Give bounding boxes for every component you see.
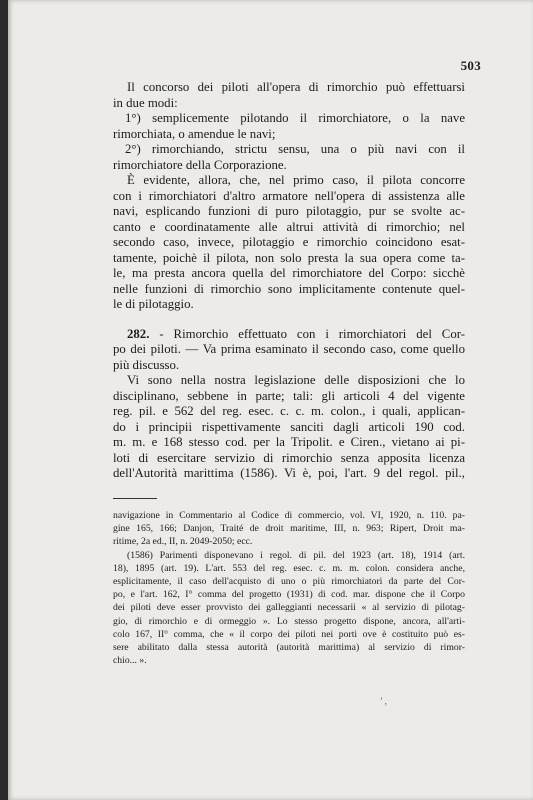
- text-line: do i principii rispettivamente sanciti dagli articoli 190 cod.: [113, 419, 465, 434]
- text-line: 2°) rimorchiando, strictu sensu, una o più navi con il: [125, 142, 465, 156]
- footnote-line: colo 167, II° comma, che « il corpo dei piloti nei porti ove è costituito può es-: [113, 628, 465, 640]
- text-line: le di pilotaggio.: [113, 297, 194, 311]
- paragraph-legislazione: [113, 373, 465, 482]
- footnotes: [113, 509, 465, 667]
- text-line: secondo caso, invece, pilotaggio e rimorchio coincidono esat-: [113, 235, 465, 249]
- footnote-1586: [113, 549, 465, 668]
- text-line: rimorchiata, o amendue le navi;: [113, 126, 276, 141]
- book-page: [8, 0, 533, 800]
- footnote-line: esplicitamente, il caso dell'acquisto di uno o più rimorchiatori da parte del Cor-: [113, 576, 465, 588]
- ink-speck: ’ ,: [380, 696, 387, 706]
- section-number: 282.: [127, 326, 150, 341]
- text-line: m. m. e 168 stesso cod. per la Tripolit. e Ciren., vietano ai pi-: [113, 435, 465, 449]
- section-heading-text: - Rimorchio effettuato con i rimorchiatori del Cor-: [159, 326, 465, 341]
- text-line: nelle funzioni di rimorchio sono implicitamente contenute quel-: [113, 281, 465, 296]
- text-line: in due modi:: [113, 95, 178, 110]
- text-line: le, ma presta ancora quella del rimorchiatore del Corpo: sicchè: [113, 266, 465, 280]
- footnote-divider: [113, 498, 157, 499]
- text-line: navi, esplicando funzioni di puro pilotaggio, pur se svolte ac-: [113, 204, 465, 218]
- footnote-line: (1586) Parimenti disponevano i regol. di pil. del 1923 (art. 18), 1914 (art.: [127, 549, 465, 561]
- footnote-line: dei piloti deve esser provvisto dei galleggianti necessarii « al servizio di pilotag-: [113, 602, 465, 614]
- footnote-line: po, e l'art. 162, I° comma del progetto (1931) di cod. mar. dispone che il Corpo: [113, 589, 465, 601]
- text-line: Vi sono nella nostra legislazione delle disposizioni che lo: [127, 373, 465, 387]
- footnote-continuation: [113, 509, 465, 549]
- text-line: È evidente, allora, che, nel primo caso, il pilota concorre: [127, 173, 465, 187]
- paragraph-case-1: [113, 111, 465, 142]
- footnote-line: navigazione in Commentario al Codice di commercio, vol. VI, 1920, n. 110. pa-: [113, 510, 465, 521]
- footnote-line: 18), 1895 (art. 19). L'art. 553 del reg. esec. c. m. m. colon. considera anche,: [113, 562, 465, 574]
- text-line: disciplinano, sebbene in parte; tali: gli articoli 4 del vigente: [113, 388, 465, 403]
- text-line: po dei piloti. — Va prima esaminato il secondo caso, come quello: [113, 342, 465, 356]
- paragraph-evidente: [113, 173, 465, 313]
- paragraph-intro: [113, 80, 465, 111]
- page-number: 503: [460, 58, 481, 73]
- body-text: [113, 80, 465, 482]
- footnote-line: gio, di rimorchio e di ormeggio ». Lo stesso progetto dispone, ancora, all'arti-: [113, 615, 465, 627]
- text-line: tamente, poichè il pilota, non solo presta la sua opera come ta-: [113, 250, 465, 265]
- text-line: con i rimorchiatori d'altro armatore nell'opera di assistenza alle: [113, 188, 465, 203]
- section-gap: [113, 313, 465, 327]
- paragraph-case-2: [113, 142, 465, 173]
- section-282: [113, 327, 465, 374]
- footnote-line: ritime, 2a ed., II, n. 2049-2050; ecc.: [113, 536, 253, 548]
- section-heading-line: [113, 327, 465, 343]
- footnote-line: sere abilitato dalla stessa autorità (autorità marittima) al servizio di rimor-: [113, 642, 465, 654]
- footnote-line: gine 165, 166; Danjon, Traité de droit maritime, III, n. 963; Ripert, Droit ma-: [113, 523, 465, 535]
- footnote-line: chio... ».: [113, 655, 147, 667]
- text-line: loti di esercitare servizio di rimorchio senza apposita licenza: [113, 450, 465, 465]
- text-line: canto e coordinatamente alle altrui attività di rimorchio; nel: [113, 219, 465, 234]
- text-line: più discusso.: [113, 357, 180, 372]
- text-line: dell'Autorità marittima (1586). Vi è, poi, l'art. 9 del regol. pil.,: [113, 466, 465, 480]
- text-line: Il concorso dei piloti all'opera di rimorchio può effettuarsi: [127, 80, 465, 94]
- text-line: reg. pil. e 562 del reg. esec. c. c. m. colon., i quali, applican-: [113, 404, 465, 418]
- text-line: 1°) semplicemente pilotando il rimorchiatore, o la nave: [125, 111, 465, 125]
- text-line: rimorchiatore della Corporazione.: [113, 157, 287, 172]
